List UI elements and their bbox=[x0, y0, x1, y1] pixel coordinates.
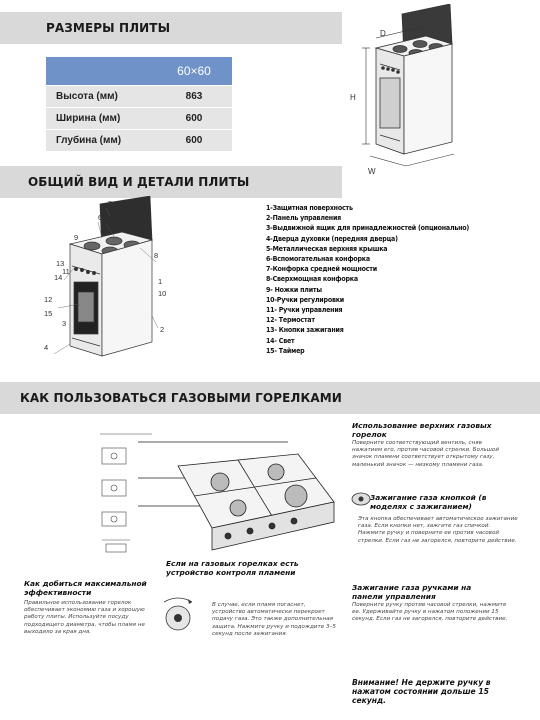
list-item: 1-Защитная поверхность bbox=[266, 204, 353, 212]
callout-15: 15 bbox=[44, 309, 53, 318]
width-label: W bbox=[368, 167, 376, 176]
manual-ignition-heading: Зажигание газа ручками на панели управления bbox=[352, 583, 472, 601]
row-value-height: 863 bbox=[156, 85, 232, 107]
row-value-width: 600 bbox=[156, 107, 232, 129]
callout-12: 12 bbox=[44, 295, 53, 304]
list-item: 7-Конфорка средней мощности bbox=[266, 265, 377, 274]
ignition-button-icon bbox=[350, 490, 372, 508]
table-header-row bbox=[46, 57, 232, 85]
row-label-height: Высота (мм) bbox=[46, 85, 156, 107]
hob-diagram bbox=[138, 432, 350, 562]
list-item: 5-Металлическая верхняя крышка bbox=[266, 244, 388, 253]
callout-14: 14 bbox=[54, 273, 63, 282]
stove-dimensions-drawing bbox=[340, 4, 536, 184]
callout-5: 5 bbox=[108, 199, 113, 208]
list-item: 4-Дверца духовки (передняя дверца) bbox=[266, 234, 398, 243]
warning-text: Внимание! Не держите ручку в нажатом состоянии дольше 15 секунд. bbox=[352, 678, 491, 705]
dimensions-table bbox=[46, 57, 232, 151]
list-item: 14- Свет bbox=[266, 336, 295, 345]
burners-title: КАК ПОЛЬЗОВАТЬСЯ ГАЗОВЫМИ ГОРЕЛКАМИ bbox=[20, 391, 342, 405]
callout-13: 13 bbox=[56, 259, 65, 268]
flame-control-heading: Если на газовых горелках есть устройство контроля пламени bbox=[166, 559, 299, 577]
top-burners-heading: Использование верхних газовых горелок bbox=[352, 421, 492, 439]
list-item: 6-Вспомогательная конфорка bbox=[266, 255, 370, 264]
callout-7: 7 bbox=[106, 217, 111, 226]
dimensions-title: РАЗМЕРЫ ПЛИТЫ bbox=[46, 21, 171, 35]
callout-2: 2 bbox=[160, 325, 165, 334]
list-item: 2-Панель управления bbox=[266, 214, 342, 223]
callout-6: 6 bbox=[98, 213, 103, 222]
parts-list bbox=[266, 203, 469, 356]
stove-overview-drawing bbox=[40, 196, 180, 368]
list-item: 10-Ручки регулировки bbox=[266, 295, 345, 304]
row-label-depth: Глубина (мм) bbox=[46, 129, 156, 151]
top-burners-text: Поверните соответствующий вентиль, сняв нажатием его, против часовой стрелки. Большой значок пламени соответствует открытому газу, маленький значок — низкому пламени газа. bbox=[352, 440, 499, 468]
table-header-blank bbox=[46, 57, 156, 85]
callout-11: 11 bbox=[62, 267, 70, 276]
list-item: 3-Выдвижной ящик для принадлежностей (опционально) bbox=[266, 224, 470, 233]
callout-9: 9 bbox=[74, 233, 79, 242]
ignition-text: Эта кнопка обеспечивает автоматическое зажигание газа. Если кнопки нет, зажгите газ спичкой. Нажмите ручку и поверните ее против часовой стрелки. Если газ не загорелся, повторите действие. bbox=[358, 516, 518, 544]
overview-title: ОБЩИЙ ВИД И ДЕТАЛИ ПЛИТЫ bbox=[28, 175, 250, 189]
table-row bbox=[46, 107, 232, 129]
efficiency-text: Правильное использование горелок обеспечивает экономию газа и хорошую работу плиты. Используйте посуду подходящего диаметра, чтобы пламя не выходило за края дна. bbox=[24, 600, 145, 635]
list-item: 12- Термостат bbox=[266, 316, 315, 325]
callout-10: 10 bbox=[158, 289, 167, 298]
list-item: 11- Ручки управления bbox=[266, 306, 343, 315]
callout-3: 3 bbox=[62, 319, 67, 328]
burners-section-header bbox=[0, 382, 540, 414]
table-row bbox=[46, 129, 232, 151]
list-item: 13- Кнопки зажигания bbox=[266, 326, 344, 335]
manual-ignition-text: Поверните ручку против часовой стрелки, нажмите ее. Удерживайте ручку в нажатом положении 15 секунд. Если газ не загорелся, повторите действие. bbox=[352, 602, 508, 623]
list-item: 9- Ножки плиты bbox=[266, 285, 322, 294]
row-value-depth: 600 bbox=[156, 129, 232, 151]
list-item: 15- Таймер bbox=[266, 346, 305, 355]
table-row bbox=[46, 85, 232, 107]
callout-1: 1 bbox=[158, 277, 163, 286]
efficiency-heading: Как добиться максимальной эффективности bbox=[24, 579, 147, 597]
height-label: H bbox=[350, 93, 356, 102]
flame-control-text: В случае, если пламя погаснет, устройство автоматически перекроет подачу газа. Это также дополнительная защита. Нажмите ручку и подождите 3–5 секунд после зажигания. bbox=[212, 602, 336, 637]
callout-4: 4 bbox=[44, 343, 49, 352]
table-header-size: 60×60 bbox=[156, 57, 232, 85]
callout-8: 8 bbox=[154, 251, 159, 260]
depth-label: D bbox=[380, 29, 386, 38]
ignition-heading: Зажигание газа кнопкой (в моделях с зажиганием) bbox=[370, 493, 487, 511]
row-label-width: Ширина (мм) bbox=[46, 107, 156, 129]
list-item: 8-Сверхмощная конфорка bbox=[266, 275, 358, 284]
overview-section-header bbox=[0, 166, 342, 198]
dimensions-section-header bbox=[0, 12, 342, 44]
